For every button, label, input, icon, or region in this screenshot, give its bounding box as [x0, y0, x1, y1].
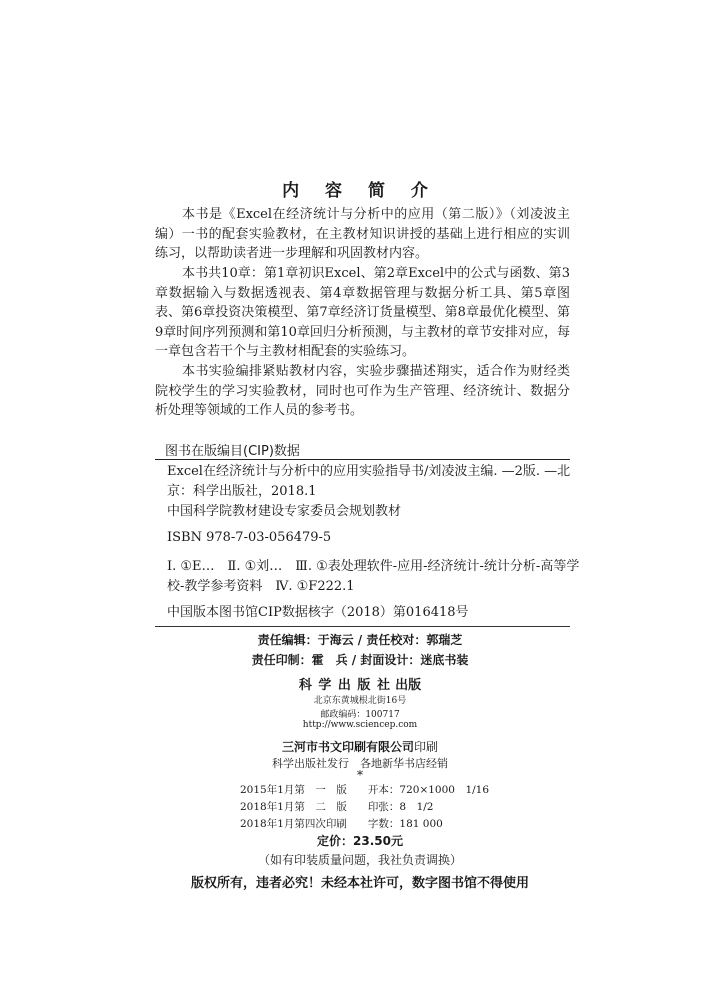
printer-line [0, 738, 720, 755]
publisher-address: 北京东黄城根北街16号 [313, 696, 407, 706]
intro-paragraph-3: 本书实验编排紧贴教材内容，实验步骤描述翔实，适合作为财经类院校学生的学习实验教材，同时也可作为生产管理、经济统计、数据分析处理等领域的工作人员的参考书。 [155, 364, 570, 418]
cip-heading: 图书在版编目(CIP)数据 [165, 444, 300, 459]
intro-paragraph-2: 本书共10章：第1章初识Excel、第2章Excel中的公式与函数、第3章数据输入与数据透视表、第4章数据管理与数据分析工具、第5章图表、第6章投资决策模型、第7章经济订货量模型、第8章最优化模型、第9章时间序列预测和第10章回归分析预测，与主教材的章节安排对应，每一章包含若干个与主教材相配套的实验练习。 [155, 266, 570, 359]
cip-title-line: Excel在经济统计与分析中的应用实验指导书/刘凌波主编. —2版. —北京：科学出版社，2018.1 [167, 464, 571, 499]
publisher-suffix: 出版 [395, 678, 422, 693]
imprint-row-2: 2018年1月第 二 版 印张：8 1/2 [240, 801, 434, 813]
cip-bottom-rule [155, 626, 570, 627]
cip-classification-line: Ⅰ. ①E… Ⅱ. ①刘… Ⅲ. ①表处理软件-应用-经济统计-统计分析-高等学校-教学参考资料 Ⅳ. ①F222.1 [167, 559, 580, 594]
intro-paragraph-1: 本书是《Excel在经济统计与分析中的应用（第二版）》（刘凌波主编）一书的配套实验教材，在主教材知识讲授的基础上进行相应的实训练习，以帮助读者进一步理解和巩固教材内容。 [155, 207, 570, 261]
publisher-url: http://www.sciencep.com [302, 720, 418, 730]
imprint-row-1: 2015年1月第 一 版 开本：720×1000 1/16 [240, 784, 490, 796]
publisher-line [0, 674, 720, 693]
printer-suffix: 印刷 [414, 740, 439, 754]
credits-production: 责任印制：霍 兵 / 封面设计：迷底书装 [251, 653, 469, 667]
printer-star: * [357, 768, 363, 782]
copyright-statement: 版权所有，违者必究！未经本社许可，数字图书馆不得使用 [190, 876, 529, 891]
intro-title: 内 容 简 介 [282, 181, 438, 201]
cip-top-rule [155, 459, 570, 460]
publisher-postcode: 邮政编码：100717 [320, 710, 400, 720]
credits-editors: 责任编辑：于海云 / 责任校对：郭瑞芝 [257, 633, 463, 647]
cip-isbn-line: ISBN 978-7-03-056479-5 [167, 530, 332, 545]
imprint-row-3: 2018年1月第四次印刷 字数：181 000 [240, 818, 443, 830]
publisher-logo-text: 科 学 出 版 社 [298, 678, 391, 693]
quality-notice: （如有印装质量问题，我社负责调换） [257, 853, 462, 867]
printer-name: 三河市书文印刷有限公司 [281, 740, 414, 754]
price: 定价：23.50元 [317, 834, 403, 848]
printer-distribution: 科学出版社发行 各地新华书店经销 [272, 757, 448, 770]
cip-series-line: 中国科学院教材建设专家委员会规划教材 [167, 504, 402, 519]
cip-number-line: 中国版本图书馆CIP数据核字（2018）第016418号 [167, 605, 469, 620]
